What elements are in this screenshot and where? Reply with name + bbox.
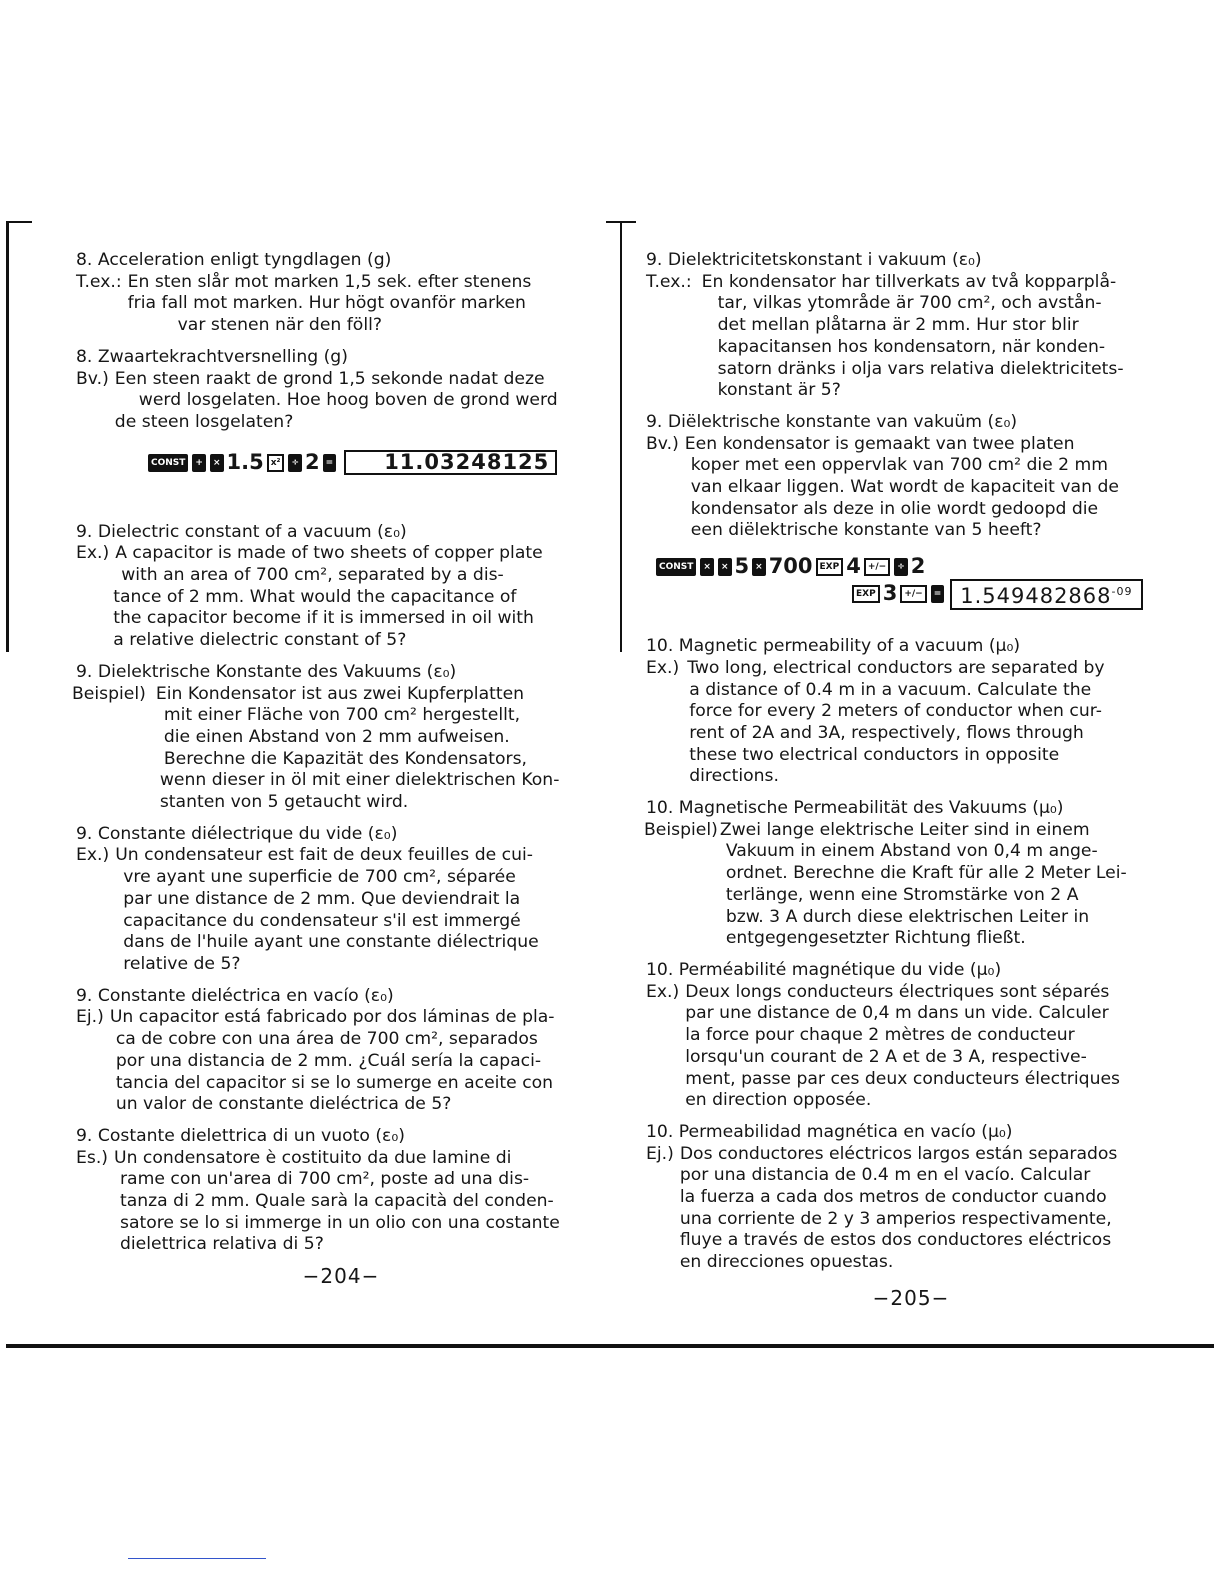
exp-key: EXP xyxy=(852,585,880,603)
example-label: Ex.) xyxy=(76,845,110,866)
text-line: mit einer Fläche von 700 cm² hergestellt, xyxy=(163,705,521,726)
section-heading: 9. Dielectric constant of a vacuum (ε₀) xyxy=(76,521,407,542)
text-line: Zwei lange elektrische Leiter sind in einem xyxy=(719,819,1090,840)
section-heading: 9. Dielektrische Konstante des Vakuums (ε₀) xyxy=(76,661,457,682)
text-line: a relative dielectric constant of 5? xyxy=(113,630,407,651)
example-label: Beispiel) xyxy=(644,819,718,840)
section-spanish-permeability xyxy=(646,1122,1176,1274)
page-number: −204− xyxy=(302,1264,380,1289)
section-dutch-acceleration xyxy=(76,347,606,434)
text-line: satore se lo si immerge in un olio con una costante xyxy=(119,1212,560,1233)
section-dutch-dielectric xyxy=(646,412,1176,542)
text-line: de steen losgelaten? xyxy=(114,411,294,432)
text-line: Two long, electrical conductors are separated by xyxy=(687,657,1105,678)
section-heading: 9. Constante dieléctrica en vacío (ε₀) xyxy=(76,985,394,1006)
text-line: un valor de constante dieléctrica de 5? xyxy=(115,1094,452,1115)
section-italian-dielectric xyxy=(76,1126,606,1256)
text-line: the capacitor become if it is immersed in oil with xyxy=(113,608,534,629)
section-french-dielectric xyxy=(76,824,606,976)
section-english-permeability xyxy=(646,636,1176,788)
multiply-key: × xyxy=(752,558,766,576)
section-heading: 8. Acceleration enligt tyngdlagen (g) xyxy=(76,250,392,270)
text-line: Berechne die Kapazität des Kondensators, xyxy=(163,748,528,769)
text-line: entgegengesetzter Richtung fließt. xyxy=(725,928,1026,949)
section-german-dielectric xyxy=(72,661,606,814)
text-line: Un condensateur est fait de deux feuilles de cui- xyxy=(115,845,533,866)
page-204 xyxy=(72,250,606,1289)
square-key: x² xyxy=(267,454,285,472)
section-spanish-dielectric xyxy=(76,986,606,1116)
text-line: tanza di 2 mm. Quale sarà la capacità del conden- xyxy=(119,1191,554,1212)
const-key: CONST xyxy=(656,558,696,576)
example-label: Ex.) xyxy=(646,657,680,678)
text-line: fluye a través de estos dos conductores eléctricos xyxy=(679,1230,1112,1251)
example-label: Ex.) xyxy=(646,981,680,1002)
text-line: dans de l'huile ayant une constante diélectrique xyxy=(123,932,539,953)
text-line: A capacitor is made of two sheets of copper plate xyxy=(115,543,543,564)
page-205 xyxy=(646,250,1176,1310)
number-entry: 5 xyxy=(734,554,750,579)
example-label: Ej.) xyxy=(76,1007,104,1028)
equals-key: = xyxy=(931,585,945,603)
text-line: konstant är 5? xyxy=(717,380,841,401)
text-line: ordnet. Berechne die Kraft für alle 2 Meter Lei- xyxy=(725,863,1127,884)
text-line: kapacitansen hos kondensatorn, när konden- xyxy=(717,336,1106,357)
text-line: par une distance de 0,4 m dans un vide. Calculer xyxy=(685,1003,1109,1024)
section-swedish-acceleration xyxy=(76,250,606,337)
sign-change-key: +/− xyxy=(864,558,890,576)
footer-line xyxy=(128,1558,266,1559)
section-french-permeability xyxy=(646,960,1176,1112)
text-line: Een steen raakt de grond 1,5 sekonde nadat deze xyxy=(114,368,545,389)
section-heading: 9. Costante dielettrica di un vuoto (ε₀) xyxy=(76,1125,405,1146)
text-line: relative de 5? xyxy=(123,953,241,974)
multiply-key: × xyxy=(210,454,224,472)
text-line: capacitance du condensateur s'il est immergé xyxy=(123,910,521,931)
text-line: tancia del capacitor si se lo sumerge en aceite con xyxy=(115,1072,554,1093)
multiply-key: × xyxy=(718,558,732,576)
equals-key: = xyxy=(323,454,337,472)
text-line: rame con un'area di 700 cm², poste ad una dis- xyxy=(119,1169,530,1190)
example-label: T.ex.: xyxy=(76,271,122,292)
text-line: Deux longs conducteurs électriques sont séparés xyxy=(685,981,1110,1002)
text-line: Dos conductores eléctricos largos están separados xyxy=(679,1143,1118,1164)
example-label: Ex.) xyxy=(76,543,110,564)
divide-key: ÷ xyxy=(288,454,302,472)
center-tick xyxy=(606,221,636,223)
number-entry: 4 xyxy=(846,554,861,579)
text-line: En kondensator har tillverkats av två kopparplå- xyxy=(701,271,1117,292)
text-line: Ein Kondensator ist aus zwei Kupferplatten xyxy=(155,683,525,704)
divide-key: ÷ xyxy=(894,558,908,576)
page-number: −205− xyxy=(872,1285,950,1310)
text-line: Un condensatore è costituito da due lamine di xyxy=(113,1147,512,1168)
text-line: dielettrica relativa di 5? xyxy=(119,1234,324,1255)
text-line: wenn dieser in öl mit einer dielektrischen Kon- xyxy=(159,770,560,791)
example-label: Bv.) xyxy=(646,433,679,454)
text-line: par une distance de 2 mm. Que deviendrait la xyxy=(123,888,521,909)
number-entry: 2 xyxy=(910,554,926,579)
text-line: var stenen när den föll? xyxy=(177,315,382,336)
calculator-result xyxy=(950,579,1142,610)
center-divider xyxy=(620,222,622,652)
number-entry: 3 xyxy=(882,581,898,606)
text-line: tance of 2 mm. What would the capacitance of xyxy=(113,586,517,607)
number-entry: 700 xyxy=(768,554,813,579)
text-line: En sten slår mot marken 1,5 sek. efter stenens xyxy=(127,271,532,292)
text-line: det mellan plåtarna är 2 mm. Hur stor blir xyxy=(717,315,1079,336)
text-line: van elkaar liggen. Wat wordt de kapaciteit van de xyxy=(690,477,1119,498)
calculator-keystrokes xyxy=(146,448,606,478)
text-line: la fuerza a cada dos metros de conductor cuando xyxy=(679,1187,1107,1208)
text-line: terlänge, wenn eine Stromstärke von 2 A xyxy=(725,884,1079,905)
text-line: ca de cobre con una área de 700 cm², separados xyxy=(115,1029,538,1050)
exp-key: EXP xyxy=(816,558,844,576)
calculator-result: 11.03248125 xyxy=(344,450,557,476)
text-line: werd losgelaten. Hoe hoog boven de grond werd xyxy=(138,390,558,411)
section-heading: 9. Dielektricitetskonstant i vakuum (ε₀) xyxy=(646,250,982,270)
result-exponent: -09 xyxy=(1111,584,1133,598)
sign-change-key: +/− xyxy=(900,585,926,603)
text-line: koper met een oppervlak van 700 cm² die 2 mm xyxy=(690,455,1109,476)
text-line: Een kondensator is gemaakt van twee platen xyxy=(684,433,1075,454)
text-line: por una distancia de 2 mm. ¿Cuál sería la capaci- xyxy=(115,1050,542,1071)
text-line: a distance of 0.4 m in a vacuum. Calculate the xyxy=(689,679,1092,700)
section-heading: 8. Zwaartekrachtversnelling (g) xyxy=(76,346,348,367)
text-line: die einen Abstand von 2 mm aufweisen. xyxy=(163,726,510,747)
text-line: with an area of 700 cm², separated by a dis- xyxy=(121,565,504,586)
example-label: Es.) xyxy=(76,1147,108,1168)
example-label: Beispiel) xyxy=(72,683,146,704)
text-line: vre ayant une superficie de 700 cm², séparée xyxy=(123,867,516,888)
calculator-keystrokes xyxy=(654,554,1176,608)
text-line: en direction opposée. xyxy=(685,1090,872,1111)
text-line: fria fall mot marken. Hur högt ovanför marken xyxy=(127,293,526,314)
example-label: Bv.) xyxy=(76,368,109,389)
section-german-permeability xyxy=(646,798,1176,950)
text-line: kondensator als deze in olie wordt gedoopd die xyxy=(690,498,1099,519)
text-line: satorn dränks i olja vars relativa dielektricitets- xyxy=(717,358,1124,379)
section-heading: 10. Magnetische Permeabilität des Vakuums (μ₀) xyxy=(646,798,1064,819)
text-line: een diëlektrische konstante van 5 heeft? xyxy=(690,520,1042,541)
text-line: Vakuum in einem Abstand von 0,4 m ange- xyxy=(725,841,1098,862)
section-english-dielectric xyxy=(76,522,606,652)
text-line: la force pour chaque 2 mètres de conducteur xyxy=(685,1025,1075,1046)
example-label: Ej.) xyxy=(646,1143,674,1164)
text-line: lorsqu'un courant de 2 A et de 3 A, respective- xyxy=(685,1046,1087,1067)
text-line: tar, vilkas ytområde är 700 cm², och avstån- xyxy=(717,293,1102,314)
plus-key: + xyxy=(192,454,206,472)
section-heading: 10. Perméabilité magnétique du vide (μ₀) xyxy=(646,959,1002,980)
section-heading: 10. Permeabilidad magnética en vacío (μ₀) xyxy=(646,1121,1013,1142)
text-line: rent of 2A and 3A, respectively, flows through xyxy=(689,722,1084,743)
result-mantissa: 1.549482868 xyxy=(960,583,1112,608)
number-entry: 2 xyxy=(305,449,320,474)
left-tick xyxy=(6,221,32,223)
text-line: bzw. 3 A durch diese elektrischen Leiter in xyxy=(725,906,1090,927)
text-line: una corriente de 2 y 3 amperios respectivamente, xyxy=(679,1208,1112,1229)
text-line: force for every 2 meters of conductor when cur- xyxy=(689,701,1102,722)
text-line: en direcciones opuestas. xyxy=(679,1252,894,1273)
text-line: these two electrical conductors in opposite xyxy=(689,744,1060,765)
text-line: ment, passe par ces deux conducteurs électriques xyxy=(685,1068,1120,1089)
section-heading: 10. Magnetic permeability of a vacuum (μ₀) xyxy=(646,636,1021,657)
text-line: por una distancia de 0.4 m en el vacío. Calcular xyxy=(679,1165,1091,1186)
multiply-key: × xyxy=(700,558,714,576)
section-heading: 9. Diëlektrische konstante van vakuüm (ε₀) xyxy=(646,411,1018,432)
text-line: directions. xyxy=(689,766,779,787)
left-edge-rule xyxy=(6,222,9,652)
text-line: Un capacitor está fabricado por dos láminas de pla- xyxy=(109,1007,555,1028)
bottom-rule xyxy=(6,1344,1214,1348)
section-heading: 9. Constante diélectrique du vide (ε₀) xyxy=(76,823,398,844)
const-key: CONST xyxy=(148,454,188,472)
text-line: stanten von 5 getaucht wird. xyxy=(159,792,409,813)
example-label: T.ex.: xyxy=(646,271,692,292)
section-swedish-dielectric xyxy=(646,250,1176,402)
number-entry: 1.5 xyxy=(226,449,264,474)
